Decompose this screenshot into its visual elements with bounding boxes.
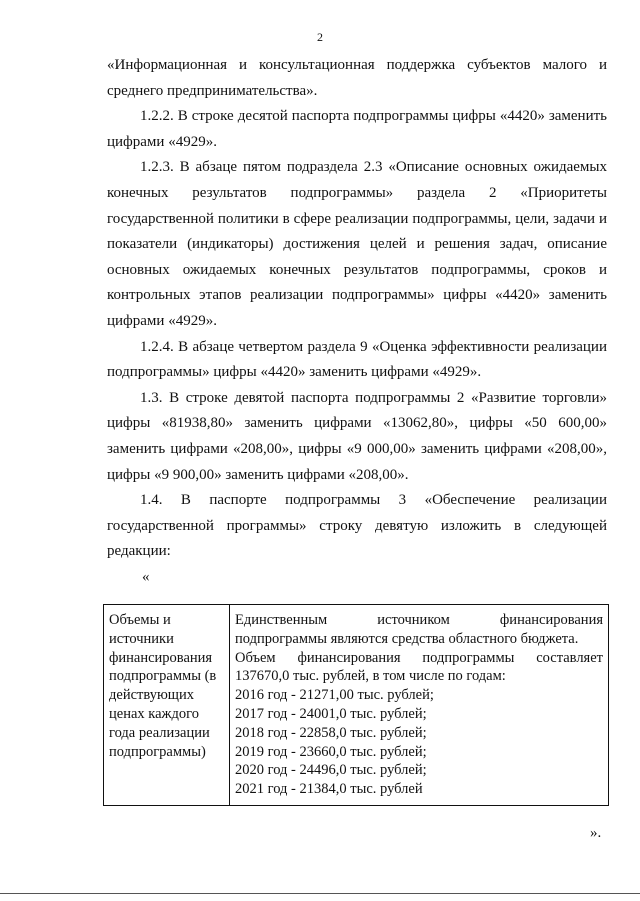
- content-line: 137670,0 тыс. рублей, в том числе по годам:: [235, 668, 506, 685]
- bottom-divider: [0, 893, 640, 894]
- content-line: 2019 год - 23660,0 тыс. рублей;: [235, 743, 427, 760]
- paragraph: «Информационная и консультационная поддержка субъектов малого и среднего предпринимательства».: [107, 57, 607, 99]
- table-label-cell: Объемы и источники финансирования подпрограммы (в действующих ценах каждого года реализации подпрограммы): [104, 605, 230, 806]
- content-line: 2020 год - 24496,0 тыс. рублей;: [235, 762, 427, 779]
- paragraph: 1.2.4. В абзаце четвертом раздела 9 «Оценка эффективности реализации подпрограммы» цифры «4420» заменить цифрами «4929».: [107, 338, 607, 381]
- paragraph: 1.4. В паспорте подпрограммы 3 «Обеспечение реализации государственной программы» строку девятую изложить в следующей редакции:: [107, 492, 607, 560]
- document-body: [107, 53, 607, 591]
- content-line: 2021 год - 21384,0 тыс. рублей: [235, 781, 423, 798]
- content-line: 2017 год - 24001,0 тыс. рублей;: [235, 705, 427, 722]
- paragraph: 1.2.3. В абзаце пятом подраздела 2.3 «Описание основных ожидаемых конечных результатов подпрограммы» раздела 2 «Приоритеты государственной политики в сфере реализации подпрограммы, цели, задачи и показатели (индикаторы) достижения целей и решения задач, описание основных ожидаемых конечных результатов подпрограммы, сроков и контрольных этапов реализации подпрограммы» цифры «4420» заменить цифрами «4929».: [107, 159, 607, 329]
- content-line: 2016 год - 21271,00 тыс. рублей;: [235, 687, 434, 704]
- opening-quote: «: [142, 568, 150, 585]
- closing-quote: ».: [590, 825, 602, 841]
- content-line: подпрограммы являются средства областного бюджета.: [235, 630, 579, 647]
- content-line: Объем финансирования подпрограммы составляет: [235, 649, 603, 666]
- passport-table: [103, 604, 609, 806]
- page-number: 2: [317, 30, 323, 44]
- table-row: [104, 605, 609, 806]
- content-line: 2018 год - 22858,0 тыс. рублей;: [235, 724, 427, 741]
- paragraph: 1.3. В строке девятой паспорта подпрограммы 2 «Развитие торговли» цифры «81938,80» заменить цифрами «13062,80», цифры «50 600,00» заменить цифрами «208,00», цифры «9 000,00» заменить цифрами «208,00», цифры «9 900,00» заменить цифрами «208,00».: [107, 389, 607, 483]
- content-line: Единственным источником финансирования: [235, 612, 603, 628]
- paragraph: 1.2.2. В строке десятой паспорта подпрограммы цифры «4420» заменить цифрами «4929».: [107, 108, 607, 150]
- table-content-cell: [230, 605, 609, 806]
